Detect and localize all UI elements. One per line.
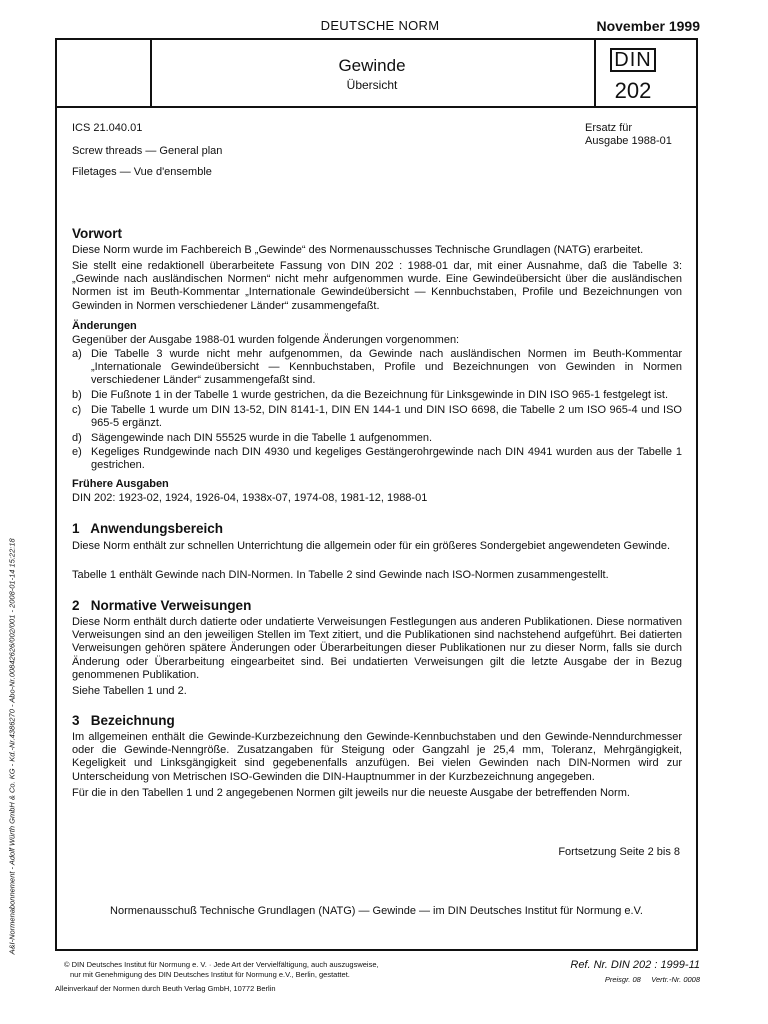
section-1-heading: 1 Anwendungsbereich <box>72 521 224 536</box>
changes-item <box>72 348 682 388</box>
changes-item <box>72 446 682 472</box>
list-marker: c) <box>72 404 82 416</box>
list-marker: a) <box>72 348 82 360</box>
changes-item <box>72 432 682 445</box>
continuation-note: Fortsetzung Seite 2 bis 8 <box>558 846 680 858</box>
document-title: Gewinde <box>338 56 406 75</box>
copyright-notice <box>64 960 444 979</box>
section-2-paragraph-2: Siehe Tabellen 1 und 2. <box>72 685 187 697</box>
reference-number: Ref. Nr. DIN 202 : 1999-11 <box>570 959 700 971</box>
publication-date: November 1999 <box>596 18 700 34</box>
replacement-line-2: Ausgabe 1988-01 <box>585 135 672 147</box>
section-2-paragraph-1: Diese Norm enthält durch datierte oder undatierte Verweisungen Festlegungen aus anderen Publikationen. Diese normativen Verweisungen sind an den jeweiligen Stellen im Text zitiert, und die Publikationen sind nachstehend aufgeführt. Bei datierten Verweisungen gehören spätere Änderungen oder Überarbeitungen dieser Publikationen nur zu dieser Norm, falls sie durch Änderung oder Überarbeitung eingearbeitet sind. Bei undatierten Verweisungen gilt die letzte Ausgabe der in Bezug genommenen Publikation. <box>72 616 682 681</box>
replacement-note <box>585 122 695 148</box>
price-group: Preisgr. 08 Vertr.-Nr. 0008 <box>604 975 700 984</box>
section-1-paragraph-1: Diese Norm enthält zur schnellen Unterrichtung die allgemein oder für ein größeres Sondergebiet angewendeten Gewinde. <box>72 540 671 552</box>
foreword-heading: Vorwort <box>72 226 122 241</box>
changes-item <box>72 404 682 430</box>
section-3-paragraph-1: Im allgemeinen enthält die Gewinde-Kurzbezeichnung den Gewinde-Kennbuchstaben und den Gewinde-Nenndurchmesser oder die Gewinde-Nenngröße. Zusatzangaben für Steigung oder Gangzahl je 25,4 mm, Toleranz, Mehrgängigkeit, Kegeligkeit und Linksgängigkeit sind gegebenenfalls anzufügen. Bei vielen Gewinden nach DIN-Normen wird zur Unterscheidung von Metrischen ISO-Gewinden die DIN-Hauptnummer in der Kurzbezeichnung angegeben. <box>72 731 682 783</box>
copyright-line-1: © DIN Deutsches Institut für Normung e. V. · Jede Art der Vervielfältigung, auch auszugsweise, <box>64 960 379 969</box>
committee-line: Normenausschuß Technische Grundlagen (NATG) — Gewinde — im DIN Deutsches Institut für Normung e.V. <box>110 905 643 917</box>
list-text: Die Fußnote 1 in der Tabelle 1 wurde gestrichen, da die Bezeichnung für Linksgewinde in DIN ISO 965-1 festgelegt ist. <box>91 389 669 401</box>
changes-heading: Änderungen <box>72 320 137 332</box>
section-3-paragraph-2: Für die in den Tabellen 1 und 2 angegebenen Normen gilt jeweils nur die neueste Ausgabe der betreffenden Norm. <box>72 787 630 799</box>
copyright-line-2: nur mit Genehmigung des DIN Deutsches Institut für Normung e.V., Berlin, gestattet. <box>70 969 350 979</box>
foreword-paragraph-2: Sie stellt eine redaktionell überarbeitete Fassung von DIN 202 : 1988-01 dar, mit einer Ausnahme, daß die Tabelle 3: „Gewinde nach ausländischen Normen“ nicht mehr aufgenommen wurde. Eine Gewindeübersicht über die ausländischen Normen ist im Beuth-Kommentar „Internationale Gewindeübersicht — Kennbuchstaben, Profile und Bezeichnungen von Gewinden in Normen verschiedener Länder“ zusammengefaßt. <box>72 260 682 312</box>
list-marker: e) <box>72 446 82 458</box>
french-title: Filetages — Vue d'ensemble <box>72 166 212 178</box>
list-marker: b) <box>72 389 82 401</box>
replacement-line-1: Ersatz für <box>585 122 633 134</box>
list-text: Sägengewinde nach DIN 55525 wurde in die Tabelle 1 aufgenommen. <box>91 432 433 444</box>
din-number: 202 <box>614 78 652 103</box>
list-text: Die Tabelle 3 wurde nicht mehr aufgenommen, da Gewinde nach ausländischen Normen im Beuth-Kommentar „Internationale Gewindeübersicht — Kennbuchstaben, Profile und Bezeichnungen von Gewinden in Normen verschiedener Länder“ zusammengefaßt sind. <box>91 348 682 387</box>
distribution-note: Alleinverkauf der Normen durch Beuth Verlag GmbH, 10772 Berlin <box>55 984 276 993</box>
list-text: Kegeliges Rundgewinde nach DIN 4930 und kegeliges Gestängerohrgewinde nach DIN 4941 wurden aus der Tabelle 1 gestrichen. <box>91 446 682 472</box>
section-2-heading: 2 Normative Verweisungen <box>72 598 252 613</box>
title-box-right-divider <box>594 38 596 108</box>
english-title: Screw threads — General plan <box>72 145 223 157</box>
norm-type-label: DEUTSCHE NORM <box>320 18 440 33</box>
previous-editions-list: DIN 202: 1923-02, 1924, 1926-04, 1938x-07, 1974-08, 1981-12, 1988-01 <box>72 492 428 504</box>
section-3-heading: 3 Bezeichnung <box>72 713 175 728</box>
section-1-paragraph-2: Tabelle 1 enthält Gewinde nach DIN-Normen. In Tabelle 2 sind Gewinde nach ISO-Normen zusammengestellt. <box>72 569 609 581</box>
document-subtitle: Übersicht <box>346 78 398 92</box>
list-marker: d) <box>72 432 82 444</box>
changes-item <box>72 389 682 402</box>
foreword-paragraph-1: Diese Norm wurde im Fachbereich B „Gewinde“ des Normenausschusses Technische Grundlagen (NATG) erarbeitet. <box>72 244 644 256</box>
subscription-watermark: A&I-Normenabonnement - Adolf Würth GmbH & Co. KG - Kd.-Nr.4386270 - Abo-Nr.00842626/002/001 - 2008-01-14 15:22:18 <box>7 538 17 955</box>
list-text: Die Tabelle 1 wurde um DIN 13-52, DIN 8141-1, DIN EN 144-1 und DIN ISO 6698, die Tabelle 2 um ISO 965-4 und ISO 965-5 ergänzt. <box>91 404 682 430</box>
ics-code: ICS 21.040.01 <box>72 122 143 134</box>
previous-editions-heading: Frühere Ausgaben <box>72 478 169 490</box>
changes-intro: Gegenüber der Ausgabe 1988-01 wurden folgende Änderungen vorgenommen: <box>72 334 460 346</box>
din-logo: DIN <box>610 48 656 72</box>
